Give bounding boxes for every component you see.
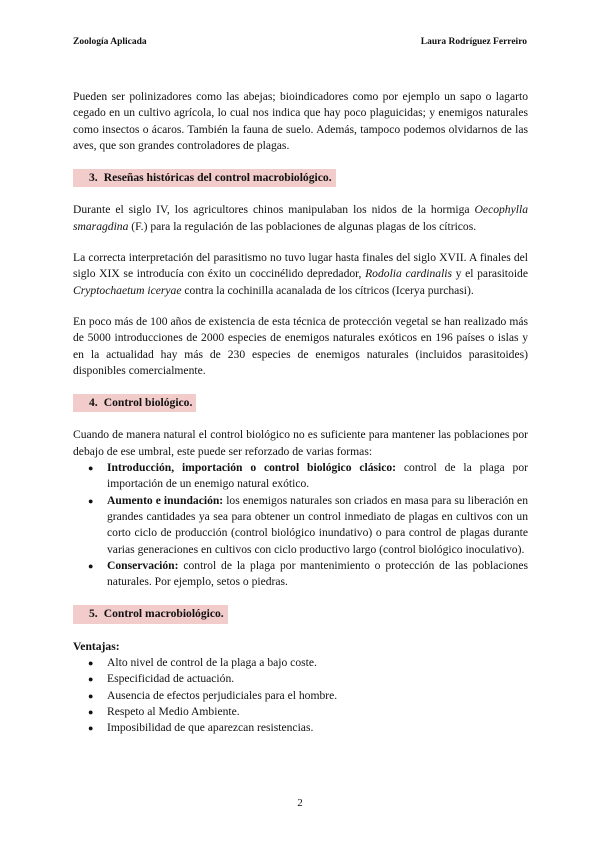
section-3-number: 3. [89,171,98,185]
list-item: ● Ausencia de efectos perjudiciales para el hombre. [73,688,528,704]
list-item: ● Especificidad de actuación. [73,671,528,687]
section-4-heading [73,394,528,412]
section-3-paragraph-3: En poco más de 100 años de existencia de esta técnica de protección vegetal se han realizado más de 5000 introducciones de 2000 especies de enemigos naturales exóticos en 196 países o islas y en la actualidad hay más de 230 especies de enemigos naturales (incluidos parasitoides) disponibles comercialmente. [73,314,528,377]
ventajas-list [73,655,528,736]
list-item: ● Conservación: control de la plaga por mantenimiento o protección de las poblaciones naturales. Por ejemplo, setos o piedras. [73,558,528,591]
section-4-title: Control biológico. [103,396,193,410]
header-author: Laura Rodríguez Ferreiro [420,37,527,47]
section-4-intro: Cuando de manera natural el control biológico no es suficiente para mantener las poblaciones por debajo de ese umbral, este puede ser reforzado de varias formas: [73,428,528,458]
header-course-title: Zoología Aplicada [73,37,147,47]
section-3-paragraph-2: La correcta interpretación del parasitismo no tuvo lugar hasta finales del siglo XVII. A finales del siglo XIX se introducía con éxito un coccinélido depredador, Rodolia cardinalis y el parasitoide Cryptochaetum iceryae contra la cochinilla acanalada de los cítricos (Icerya purchasi). [73,251,528,297]
list-item: ● Imposibilidad de que aparezcan resistencias. [73,720,528,736]
section-5-title: Control macrobiológico. [103,607,224,621]
section-3-paragraph-1: Durante el siglo IV, los agricultores chinos manipulaban los nidos de la hormiga Oecophylla smaragdina (F.) para la regulación de las poblaciones de algunas plagas de los cítricos. [73,203,528,233]
list-item: ● Alto nivel de control de la plaga a bajo coste. [73,655,528,671]
page-number: 2 [297,797,303,809]
section-5-heading [73,605,528,623]
section-5-number: 5. [89,607,98,621]
section-3-heading [73,169,528,187]
list-item: ● Aumento e inundación: los enemigos naturales son criados en masa para su liberación en grandes cantidades ya sea para obtener un control inmediato de plagas en cultivos con un corto ciclo de producción (control biológico inundativo) o para control de plagas durante varias generaciones en cultivos con ciclo productivo largo (control biológico inoculativo). [73,493,528,558]
section-4-number: 4. [89,396,98,410]
intro-paragraph: Pueden ser polinizadores como las abejas; bioindicadores como por ejemplo un sapo o lagarto cegado en un cultivo agrícola, lo cual nos indica que hay poco plaguicidas; y enemigos naturales como insectos o ácaros. También la fauna de suelo. Además, tampoco podemos olvidarnos de las aves, que son grandes controladores de plagas. [73,90,528,152]
section-3-title: Reseñas históricas del control macrobiológico. [103,171,332,185]
list-item: ● Respeto al Medio Ambiente. [73,704,528,720]
list-item: ● Introducción, importación o control biológico clásico: control de la plaga por importación de un enemigo natural exótico. [73,460,528,493]
page-content [73,89,528,737]
ventajas-label: Ventajas: [73,639,120,653]
control-methods-list [73,460,528,590]
